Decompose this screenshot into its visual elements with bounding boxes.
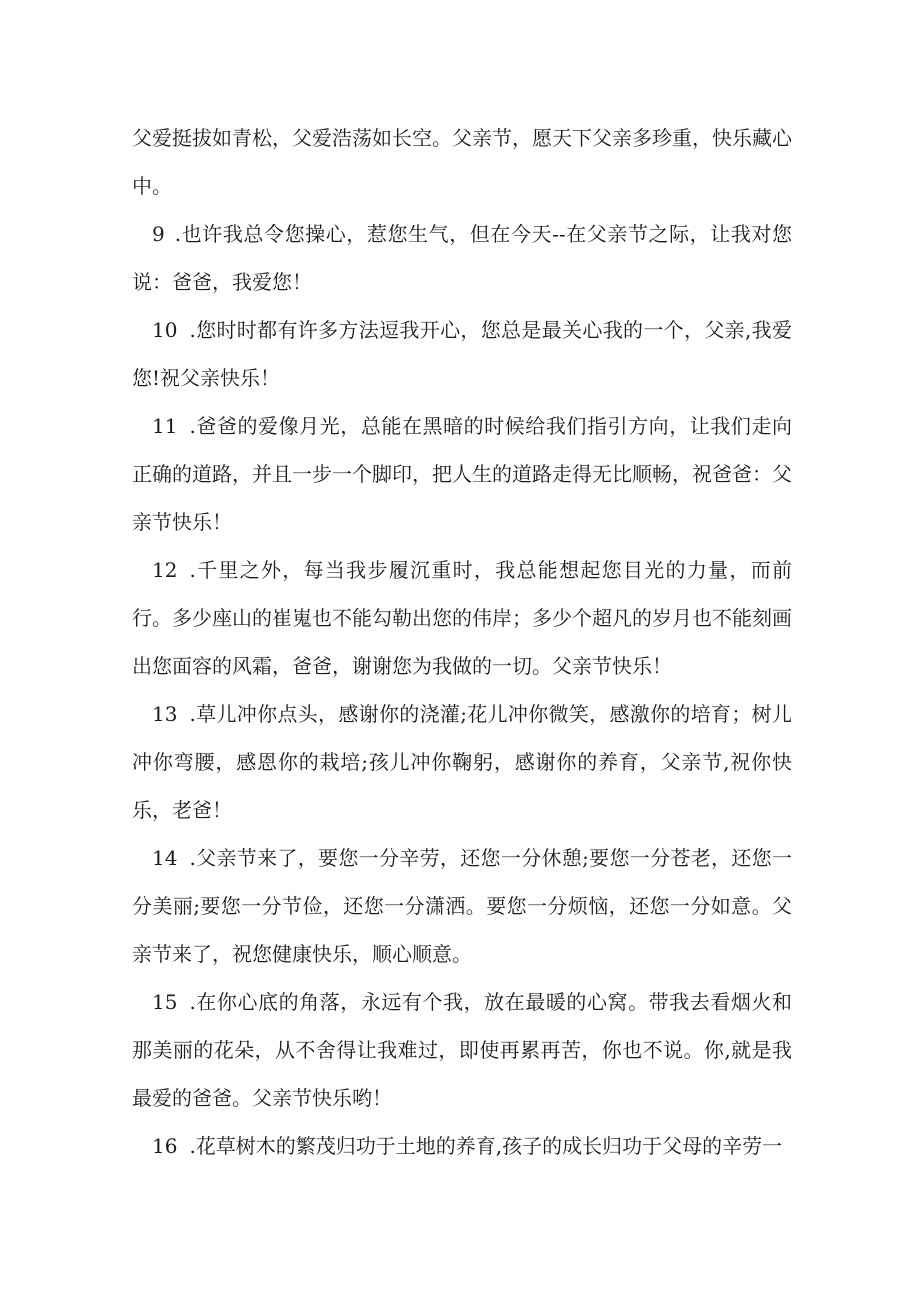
paragraph-text: .也许我总令您操心，惹您生气，但在今天--在父亲节之际，让我对您说：爸爸，我爱您！ [132,222,792,294]
paragraph-text: .花草树木的繁茂归功于土地的养育,孩子的成长归功于父母的辛劳一 [189,1134,783,1158]
paragraph-15 [132,978,792,1122]
paragraph-14 [132,834,792,978]
paragraph-10 [132,306,792,402]
paragraph-text: .父亲节来了，要您一分辛劳，还您一分休憩;要您一分苍老，还您一分美丽;要您一分节俭，还您一分潇洒。要您一分烦恼，还您一分如意。父亲节来了，祝您健康快乐，顺心顺意。 [132,846,792,966]
paragraph-16 [132,1122,792,1170]
paragraph-12 [132,546,792,690]
paragraph-number: 9 [152,222,165,246]
paragraph-text: .在你心底的角落，永远有个我，放在最暖的心窝。带我去看烟火和那美丽的花朵，从不舍得让我难过，即使再累再苦，你也不说。你,就是我最爱的爸爸。父亲节快乐哟！ [132,990,792,1110]
paragraph-number: 14 [152,846,178,870]
paragraph-text: 父爱挺拔如青松，父爱浩荡如长空。父亲节，愿天下父亲多珍重，快乐藏心中。 [132,126,792,198]
paragraph-1 [132,114,792,210]
paragraph-number: 13 [152,702,178,726]
paragraph-text: .草儿冲你点头，感谢你的浇灌;花儿冲你微笑，感激你的培育；树儿冲你弯腰，感恩你的栽培;孩儿冲你鞠躬，感谢你的养育，父亲节,祝你快乐，老爸！ [132,702,792,822]
paragraph-11 [132,402,792,546]
paragraph-text: .爸爸的爱像月光，总能在黑暗的时候给我们指引方向，让我们走向正确的道路，并且一步一个脚印，把人生的道路走得无比顺畅，祝爸爸：父亲节快乐！ [132,414,792,534]
paragraph-number: 15 [152,990,178,1014]
paragraph-number: 10 [152,318,178,342]
paragraph-number: 12 [152,558,178,582]
paragraph-9 [132,210,792,306]
paragraph-number: 16 [152,1134,178,1158]
paragraph-number: 11 [152,414,178,438]
paragraph-text: .您时时都有许多方法逗我开心，您总是最关心我的一个，父亲,我爱您!祝父亲快乐！ [132,318,792,390]
paragraph-13 [132,690,792,834]
paragraph-text: .千里之外，每当我步履沉重时，我总能想起您目光的力量，而前行。多少座山的崔嵬也不能勾勒出您的伟岸；多少个超凡的岁月也不能刻画出您面容的风霜，爸爸，谢谢您为我做的一切。父亲节快乐！ [132,558,792,678]
document-body [132,114,792,1170]
